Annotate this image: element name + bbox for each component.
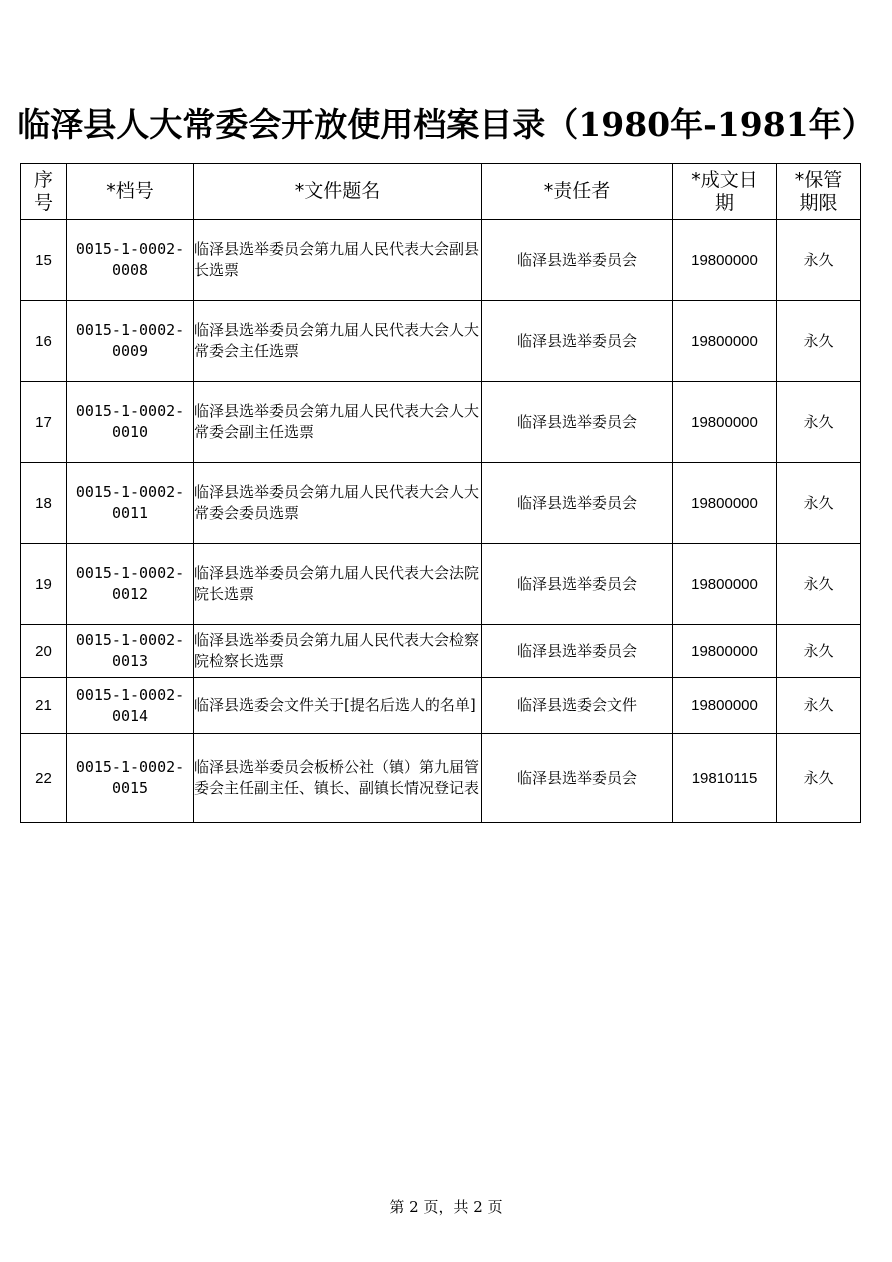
cell-date: 19810115 bbox=[673, 734, 777, 823]
cell-term: 永久 bbox=[777, 544, 861, 625]
archive-catalog-table bbox=[20, 163, 861, 823]
cell-owner: 临泽县选举委员会 bbox=[482, 625, 673, 678]
table-header-row bbox=[21, 164, 861, 220]
table-row bbox=[21, 734, 861, 823]
cell-date: 19800000 bbox=[673, 625, 777, 678]
cell-title: 临泽县选举委员会第九届人民代表大会检察院检察长选票 bbox=[194, 625, 482, 678]
cell-title: 临泽县选举委员会板桥公社（镇）第九届管委会主任副主任、镇长、副镇长情况登记表 bbox=[194, 734, 482, 823]
cell-title: 临泽县选举委员会第九届人民代表大会人大常委会副主任选票 bbox=[194, 382, 482, 463]
cell-term: 永久 bbox=[777, 625, 861, 678]
cell-code: 0015-1-0002- 0015 bbox=[67, 734, 194, 823]
cell-seq: 17 bbox=[21, 382, 67, 463]
cell-owner: 临泽县选举委员会 bbox=[482, 544, 673, 625]
cell-date: 19800000 bbox=[673, 463, 777, 544]
cell-seq: 18 bbox=[21, 463, 67, 544]
column-header-date: *成文日 期 bbox=[673, 164, 777, 220]
cell-seq: 21 bbox=[21, 678, 67, 734]
page-title: 临泽县人大常委会开放使用档案目录（1980年-1981年） bbox=[17, 105, 875, 144]
table-row bbox=[21, 678, 861, 734]
cell-date: 19800000 bbox=[673, 544, 777, 625]
cell-code: 0015-1-0002- 0013 bbox=[67, 625, 194, 678]
cell-owner: 临泽县选举委员会 bbox=[482, 463, 673, 544]
cell-date: 19800000 bbox=[673, 301, 777, 382]
cell-title: 临泽县选举委员会第九届人民代表大会人大常委会委员选票 bbox=[194, 463, 482, 544]
cell-date: 19800000 bbox=[673, 382, 777, 463]
column-header-code: *档号 bbox=[67, 164, 194, 220]
cell-seq: 15 bbox=[21, 220, 67, 301]
cell-owner: 临泽县选委会文件 bbox=[482, 678, 673, 734]
column-header-term: *保管 期限 bbox=[777, 164, 861, 220]
cell-term: 永久 bbox=[777, 678, 861, 734]
cell-seq: 16 bbox=[21, 301, 67, 382]
table-row bbox=[21, 463, 861, 544]
cell-term: 永久 bbox=[777, 734, 861, 823]
cell-term: 永久 bbox=[777, 220, 861, 301]
cell-seq: 22 bbox=[21, 734, 67, 823]
table-row bbox=[21, 220, 861, 301]
cell-title: 临泽县选委会文件关于[提名后选人的名单] bbox=[194, 678, 482, 734]
cell-code: 0015-1-0002- 0012 bbox=[67, 544, 194, 625]
cell-title: 临泽县选举委员会第九届人民代表大会法院院长选票 bbox=[194, 544, 482, 625]
cell-seq: 20 bbox=[21, 625, 67, 678]
column-header-seq: 序 号 bbox=[21, 164, 67, 220]
column-header-title: *文件题名 bbox=[194, 164, 482, 220]
cell-term: 永久 bbox=[777, 463, 861, 544]
cell-code: 0015-1-0002- 0010 bbox=[67, 382, 194, 463]
cell-term: 永久 bbox=[777, 301, 861, 382]
cell-code: 0015-1-0002- 0008 bbox=[67, 220, 194, 301]
cell-owner: 临泽县选举委员会 bbox=[482, 382, 673, 463]
cell-code: 0015-1-0002- 0009 bbox=[67, 301, 194, 382]
cell-code: 0015-1-0002- 0011 bbox=[67, 463, 194, 544]
cell-date: 19800000 bbox=[673, 220, 777, 301]
cell-owner: 临泽县选举委员会 bbox=[482, 220, 673, 301]
cell-date: 19800000 bbox=[673, 678, 777, 734]
cell-seq: 19 bbox=[21, 544, 67, 625]
column-header-owner: *责任者 bbox=[482, 164, 673, 220]
cell-title: 临泽县选举委员会第九届人民代表大会人大常委会主任选票 bbox=[194, 301, 482, 382]
table-row bbox=[21, 544, 861, 625]
cell-owner: 临泽县选举委员会 bbox=[482, 734, 673, 823]
page-footer: 第 2 页，共 2 页 bbox=[389, 1198, 503, 1216]
table-row bbox=[21, 625, 861, 678]
table-row bbox=[21, 301, 861, 382]
cell-code: 0015-1-0002- 0014 bbox=[67, 678, 194, 734]
table-row bbox=[21, 382, 861, 463]
cell-title: 临泽县选举委员会第九届人民代表大会副县长选票 bbox=[194, 220, 482, 301]
cell-term: 永久 bbox=[777, 382, 861, 463]
cell-owner: 临泽县选举委员会 bbox=[482, 301, 673, 382]
